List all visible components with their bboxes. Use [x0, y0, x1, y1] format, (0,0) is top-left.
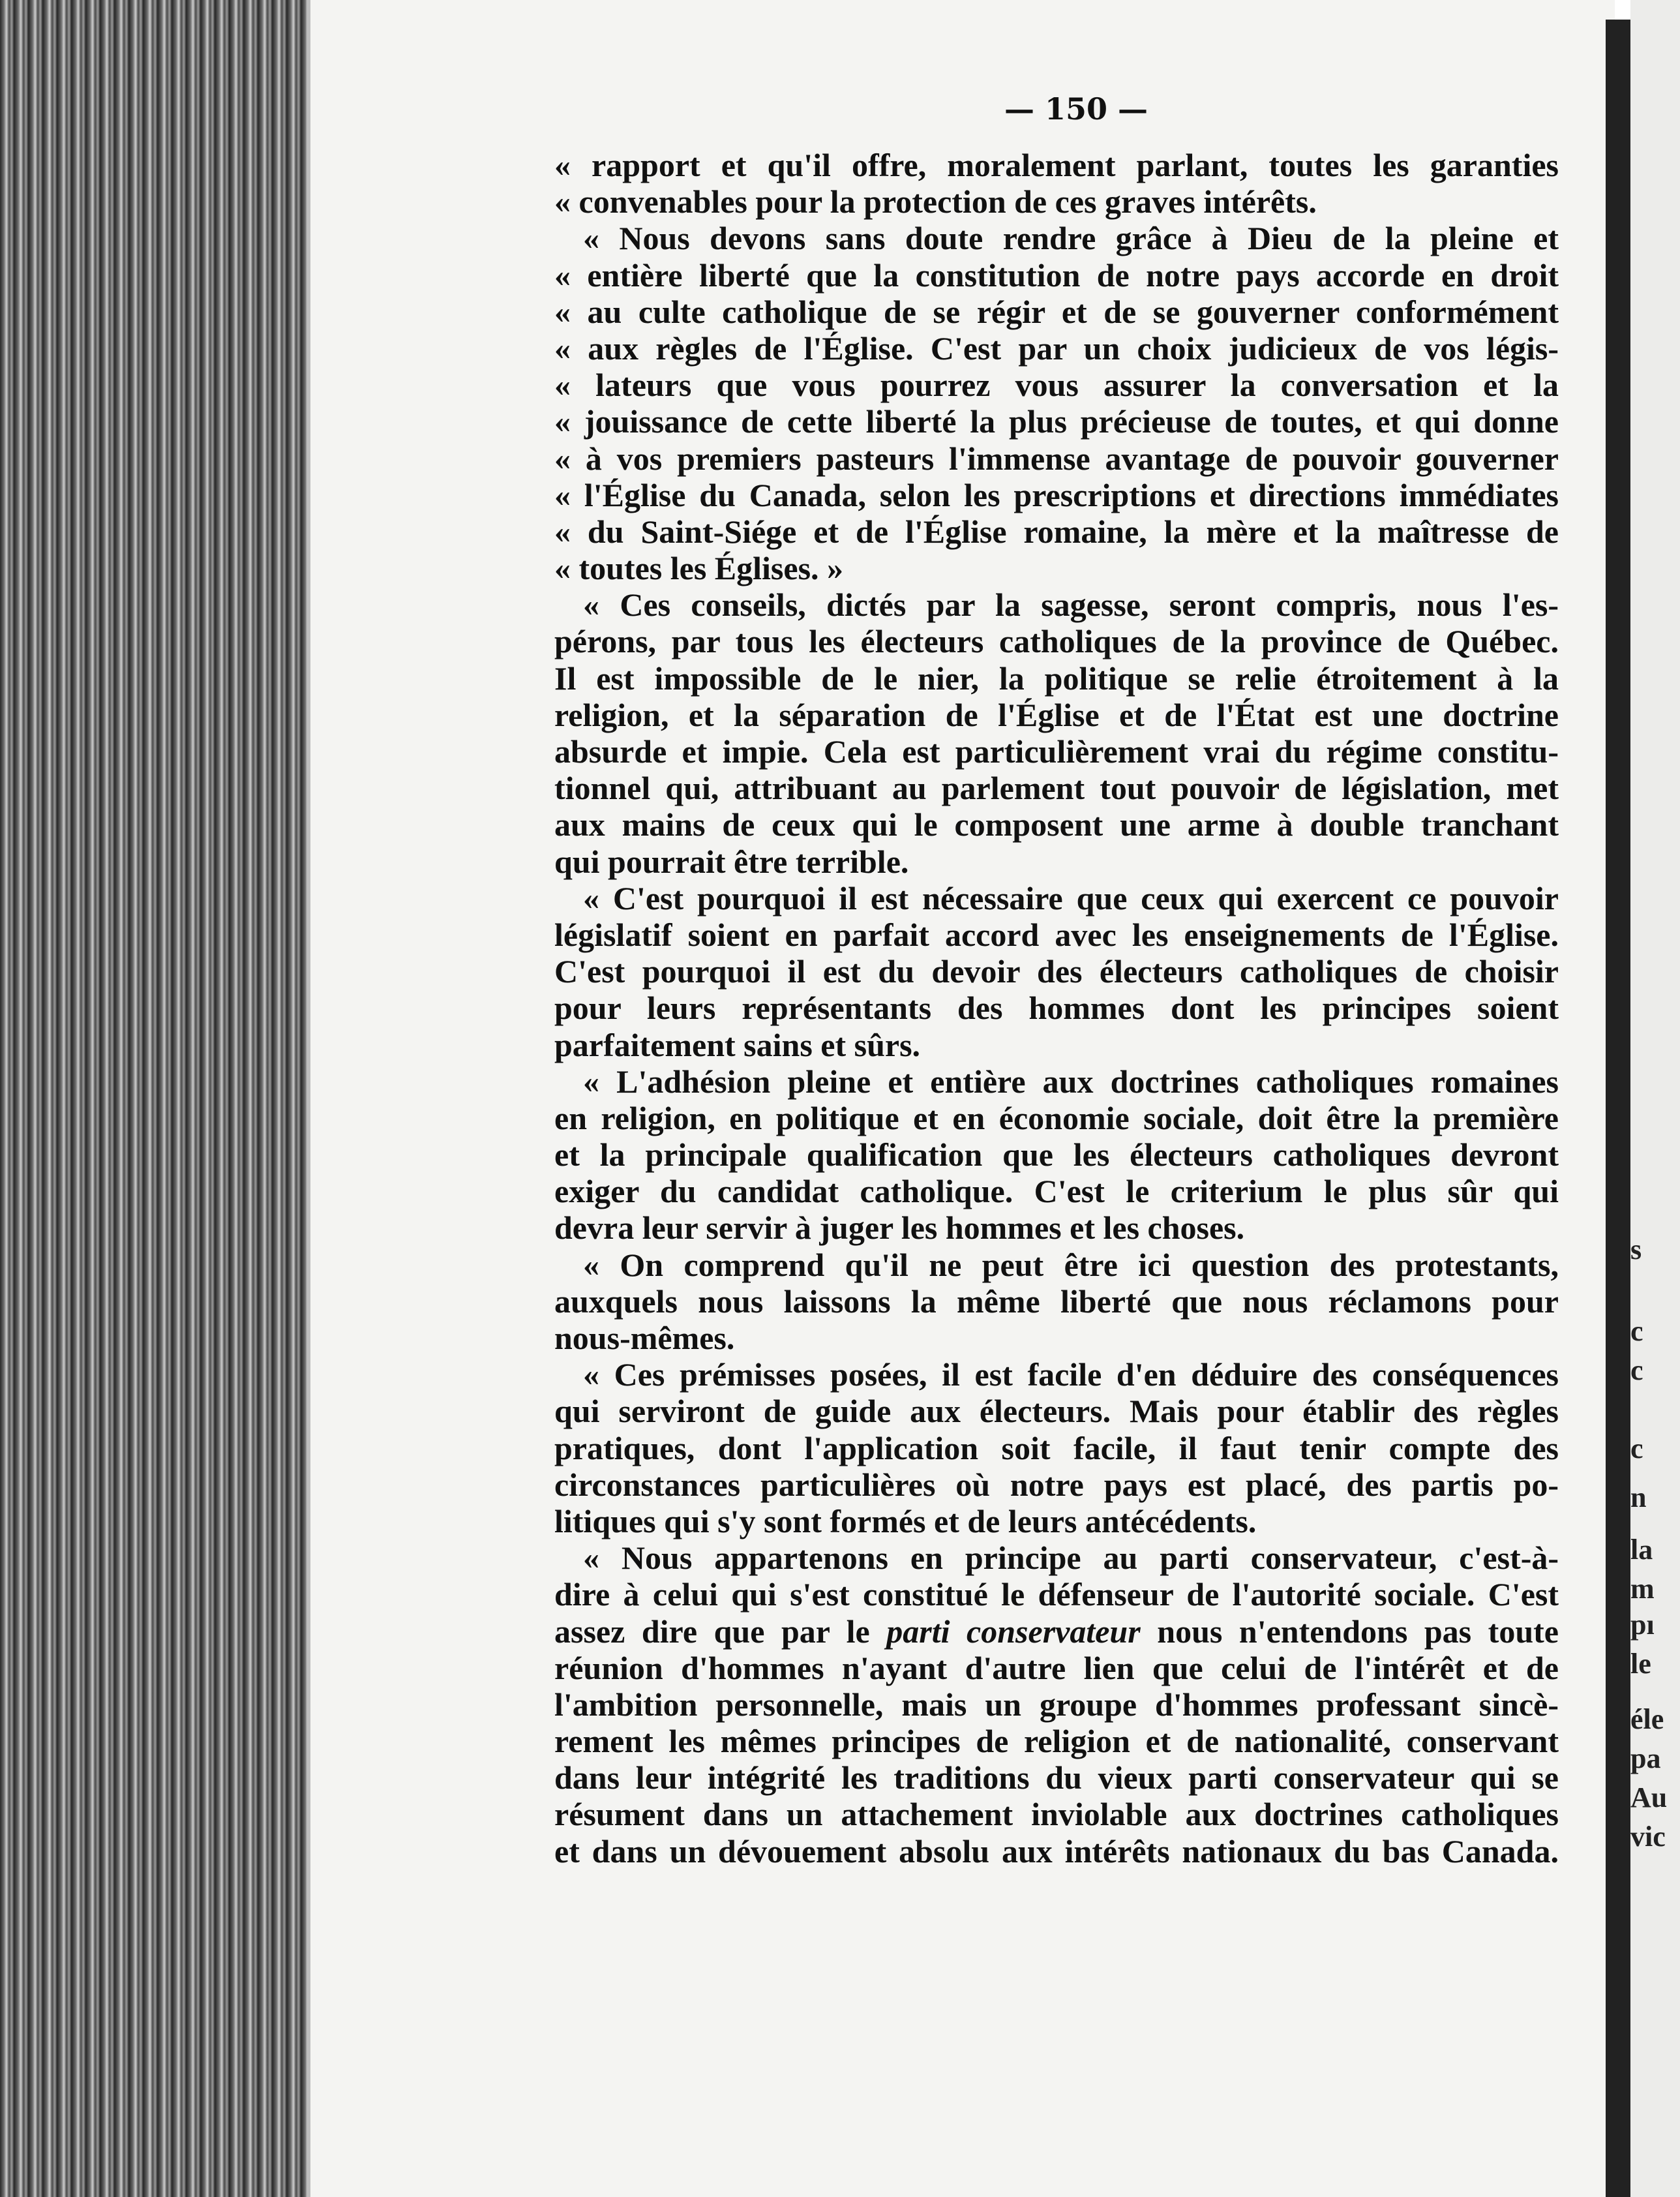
- text-line: dans leur intégrité les traditions du vieux parti conservateur qui se: [554, 1759, 1559, 1796]
- text-line: nous-mêmes.: [554, 1320, 735, 1356]
- text-line: « lateurs que vous pourrez vous assurer la conversation et la: [554, 367, 1559, 404]
- text-line: « Ces conseils, dictés par la sagesse, seront compris, nous l'es-: [583, 586, 1559, 624]
- text-line: « convenables pour la protection de ces graves intérêts.: [554, 183, 1317, 220]
- text-line: « aux règles de l'Église. C'est par un choix judicieux de vos légis-: [554, 329, 1559, 367]
- text-line: exiger du candidat catholique. C'est le criterium le plus sûr qui: [554, 1173, 1559, 1210]
- margin-fragment: m: [1630, 1573, 1655, 1605]
- text-line: « l'Église du Canada, selon les prescriptions et directions immédiates: [554, 476, 1559, 513]
- margin-fragment: pı: [1630, 1609, 1655, 1641]
- text-line: « jouissance de cette liberté la plus précieuse de toutes, et qui donne: [554, 403, 1559, 440]
- text-line: Il est impossible de le nier, la politique se relie étroitement à la: [554, 659, 1559, 697]
- margin-fragment: c: [1630, 1315, 1643, 1347]
- text-line: pour leurs représentants des hommes dont les principes soient: [554, 990, 1559, 1027]
- text-line: tionnel qui, attribuant au parlement tout pouvoir de législation, met: [554, 770, 1559, 807]
- text-line: qui serviront de guide aux électeurs. Mais pour établir des règles: [554, 1393, 1559, 1430]
- text-line: « Nous appartenons en principe au parti conservateur, c'est-à-: [583, 1539, 1559, 1577]
- text-line: qui pourrait être terrible.: [554, 843, 909, 880]
- margin-fragment: vic: [1630, 1821, 1666, 1853]
- margin-fragment: le: [1630, 1648, 1651, 1680]
- text-line: « au culte catholique de se régir et de se gouverner conformément: [554, 293, 1559, 330]
- text-line: « On comprend qu'il ne peut être ici question des protestants,: [583, 1246, 1559, 1283]
- margin-fragment: c: [1630, 1354, 1643, 1386]
- page-body-text: [554, 147, 1559, 1870]
- text-line: réunion d'hommes n'ayant d'autre lien que celui de l'intérêt et de: [554, 1649, 1559, 1686]
- text-line: législatif soient en parfait accord avec les enseignements de l'Église.: [554, 916, 1559, 953]
- text-line: C'est pourquoi il est du devoir des électeurs catholiques de choisir: [554, 953, 1559, 990]
- text-line: « à vos premiers pasteurs l'immense avantage de pouvoir gouverner: [554, 440, 1559, 477]
- text-line: « C'est pourquoi il est nécessaire que ceux qui exercent ce pouvoir: [583, 879, 1559, 917]
- margin-fragment: n: [1630, 1481, 1647, 1513]
- next-page-edge: [1630, 0, 1680, 2197]
- text-line: « du Saint-Siége et de l'Église romaine, la mère et la maîtresse de: [554, 513, 1559, 550]
- text-line: rement les mêmes principes de religion et de nationalité, conservant: [554, 1723, 1559, 1760]
- text-line: « rapport et qu'il offre, moralement parlant, toutes les garanties: [554, 147, 1559, 183]
- text-line: « entière liberté que la constitution de notre pays accorde en droit: [554, 256, 1559, 294]
- text-line: et dans un dévouement absolu aux intérêts nationaux du bas Canada.: [554, 1832, 1559, 1870]
- text-line: « Ces prémisses posées, il est facile d'en déduire des conséquences: [583, 1356, 1559, 1393]
- text-line: parfaitement sains et sûrs.: [554, 1026, 921, 1063]
- text-line: aux mains de ceux qui le composent une arme à double tranchant: [554, 806, 1559, 843]
- book-page-edges: [0, 0, 326, 2197]
- text-line: dire à celui qui s'est constitué le défenseur de l'autorité sociale. C'est: [554, 1576, 1559, 1613]
- margin-fragment: la: [1630, 1534, 1653, 1566]
- text-line: et la principale qualification que les électeurs catholiques devront: [554, 1136, 1559, 1174]
- text-line: pérons, par tous les électeurs catholiques de la province de Québec.: [554, 623, 1559, 660]
- text-line: en religion, en politique et en économie sociale, doit être la première: [554, 1099, 1559, 1136]
- text-line: « toutes les Églises. »: [554, 550, 844, 587]
- text-line: devra leur servir à juger les hommes et les choses.: [554, 1209, 1245, 1247]
- text-line: résument dans un attachement inviolable aux doctrines catholiques: [554, 1796, 1559, 1833]
- text-line: litiques qui s'y sont formés et de leurs antécédents.: [554, 1502, 1257, 1539]
- page-number: — 150 —: [1004, 91, 1148, 127]
- text-line: l'ambition personnelle, mais un groupe d'hommes professant sincè-: [554, 1686, 1559, 1723]
- text-line: assez dire que par le parti conservateur nous n'entendons pas toute: [554, 1613, 1559, 1650]
- text-line: religion, et la séparation de l'Église et de l'État est une doctrine: [554, 696, 1559, 733]
- text-line: « Nous devons sans doute rendre grâce à Dieu de la pleine et: [583, 220, 1559, 257]
- text-line: auxquels nous laissons la même liberté que nous réclamons pour: [554, 1282, 1559, 1320]
- margin-fragment: éle: [1630, 1703, 1664, 1735]
- margin-fragment: pa: [1630, 1742, 1661, 1774]
- margin-fragment: Au: [1630, 1781, 1668, 1813]
- gutter-shadow: [1606, 20, 1630, 2197]
- margin-fragment: c: [1630, 1432, 1643, 1464]
- text-line: pratiques, dont l'application soit facile, il faut tenir compte des: [554, 1429, 1559, 1466]
- text-line: absurde et impie. Cela est particulièrement vrai du régime constitu-: [554, 733, 1559, 770]
- italic-phrase: parti conservateur: [886, 1613, 1141, 1650]
- text-line: « L'adhésion pleine et entière aux doctrines catholiques romaines: [583, 1063, 1559, 1100]
- margin-fragment: s: [1630, 1234, 1642, 1265]
- text-line: circonstances particulières où notre pays est placé, des partis po-: [554, 1466, 1559, 1503]
